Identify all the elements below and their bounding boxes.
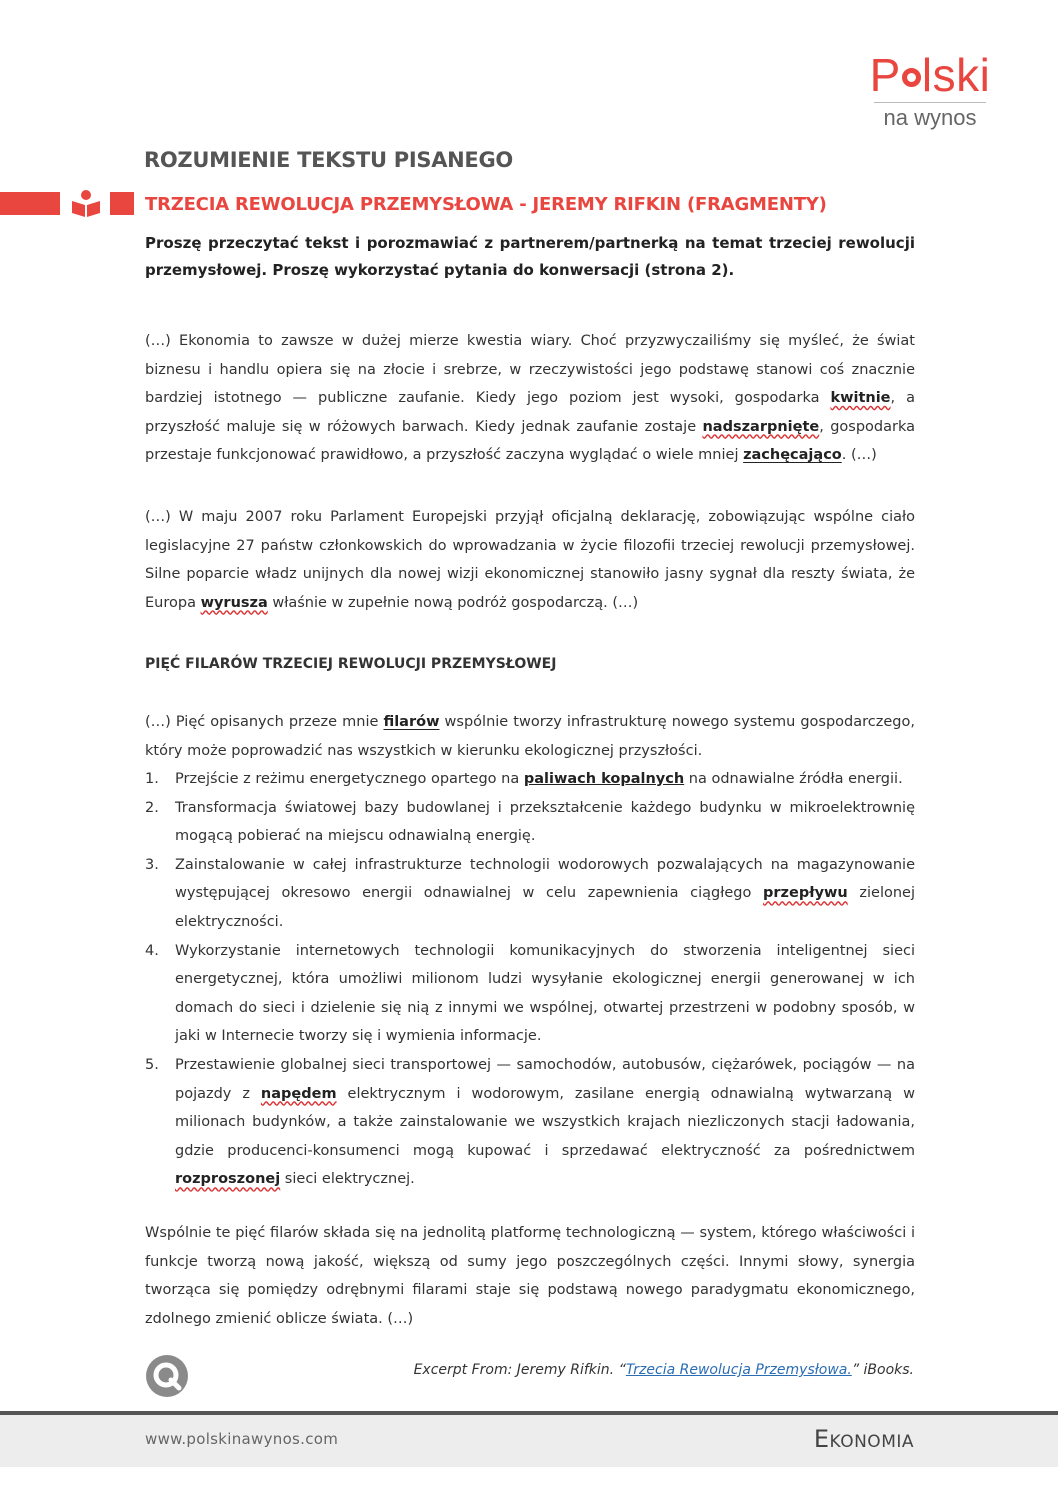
accent-bar-left [0,192,60,215]
task-instructions: Proszę przeczytać tekst i porozmawiać z partnerem/partnerką na temat trzeciej rewolucji przemysłowej. Proszę wykorzystać pytania do konwersacji (strona 2). [145,234,915,279]
paragraph-2: (…) W maju 2007 roku Parlament Europejski przyjął oficjalną deklarację, zobowiązując wspólne ciało legislacyjne 27 państw członkowskich do wprowadzania w życie filozofii trzeciej rewolucji przemysłowej. Silne poparcie władz unijnych dla nowej wizji ekonomicznej stanowiło jasny sygnał dla reszty świata, że Europa wyrusza właśnie w zupełnie nową podróż gospodarczą. (…) [145,509,915,611]
brand-logo [860,49,1000,131]
logo-subtitle: na wynos [874,102,986,131]
vocab-word: przepływu [763,885,848,902]
logo-letters: lski [921,49,991,101]
vocab-word: wyrusza [200,594,268,611]
vocab-word: nadszarpnięte [702,418,820,435]
list-item: 5. Przestawienie globalnej sieci transportowej — samochodów, autobusów, ciężarówek, pociągów — na pojazdy z napędem elektrycznym i wodorowym, zasilane energią odnawialną wytwarzaną w milionach budynków, a także zainstalowanie we wszystkich krajach niezliczonych stacji ładowania, gdzie producenci-konsumenci mogą kupować i sprzedawać elektryczność za pośrednictwem rozproszonej sieci elektrycznej. [145,1056,915,1188]
quote-icon [145,1354,189,1398]
logo-o-ring [902,68,921,87]
pillars-list [145,765,915,1194]
list-item: 3. Zainstalowanie w całej infrastrukturze technologii wodorowych pozwalających na magazynowanie występującej okresowo energii odnawialnej w celu zapewnienia ciągłego przepływu zielonej elektryczności. [145,856,915,930]
list-item: 2. Transformacja światowej bazy budowlanej i przekształcenie każdego budynku w mikroelektrownię mogącą pobierać na miejscu odnawialną energię. [145,799,915,845]
document-heading: ROZUMIENIE TEKSTU PISANEGO [144,148,513,172]
vocab-word: zachęcająco [743,447,842,464]
logo-wordmark [860,49,1000,101]
citation: Excerpt From: Jeremy Rifkin. “Trzecia Rewolucja Przemysłowa.” iBooks. [413,1362,914,1378]
subheading-pillars: PIĘĆ FILARÓW TRZECIEJ REWOLUCJI PRZEMYSŁOWEJ [145,656,557,672]
list-item: 4. Wykorzystanie internetowych technologii komunikacyjnych do stworzenia inteligentnej sieci energetycznej, która umożliwi milionom ludzi wysyłanie ekologicznej energii generowanej w ich domach do sieci i dzielenie się nią z innymi we wspólnej, otwartej przestrzeni w podobny sposób, w jaki w Internecie tworzy się i wymienia informacje. [145,942,915,1045]
open-book-icon [70,188,102,218]
citation-link[interactable]: Trzecia Rewolucja Przemysłowa. [625,1362,852,1378]
section-title: TRZECIA REWOLUCJA PRZEMYSŁOWA - JEREMY RIFKIN (FRAGMENTY) [145,194,827,215]
vocab-word: paliwach kopalnych [523,771,685,787]
vocab-word: rozproszonej [175,1171,281,1188]
vocab-word: kwitnie [830,390,891,407]
paragraph-1: (…) Ekonomia to zawsze w dużej mierze kwestia wiary. Choć przyzwyczailiśmy się myśleć, że świat biznesu i handlu opiera się na złocie i srebrze, w rzeczywistości jego podstawę stanowi coś znacznie bardziej istotnego — publiczne zaufanie. Kiedy jego poziom jest wysoki, gospodarka kwitnie, a przyszłość maluje się w różowych barwach. Kiedy jednak zaufanie zostaje nadszarpnięte, gospodarka przestaje funkcjonować prawidłowo, a przyszłość zaczyna wyglądać o wiele mniej zachęcająco. (…) [145,333,915,464]
list-item: 1. Przejście z reżimu energetycznego opartego na paliwach kopalnych na odnawialne źródła energii. [145,771,903,787]
paragraph-4: Wspólnie te pięć filarów składa się na jednolitą platformę technologiczną — system, którego właściwości i funkcje tworzą nową jakość, większą od sumy jego poszczególnych części. Innymi słowy, synergia tworząca się pomiędzy odrębnymi filarami staje się podstawą nowego paradygmatu ekonomicznego, zdolnego zmienić oblicze świata. (…) [145,1225,915,1327]
footer-website-link[interactable]: www.polskinawynos.com [145,1430,339,1448]
paragraph-3: (…) Pięć opisanych przeze mnie filarów wspólnie tworzy infrastrukturę nowego systemu gospodarczego, który może poprowadzić nas wszystkich w kierunku ekologicznej przyszłości. [145,714,915,759]
logo-letter-p: P [869,49,901,101]
vocab-word: filarów [383,714,440,730]
accent-bar-small [110,192,134,215]
footer-category: Ekonomia [813,1425,914,1453]
vocab-word: napędem [260,1085,337,1102]
